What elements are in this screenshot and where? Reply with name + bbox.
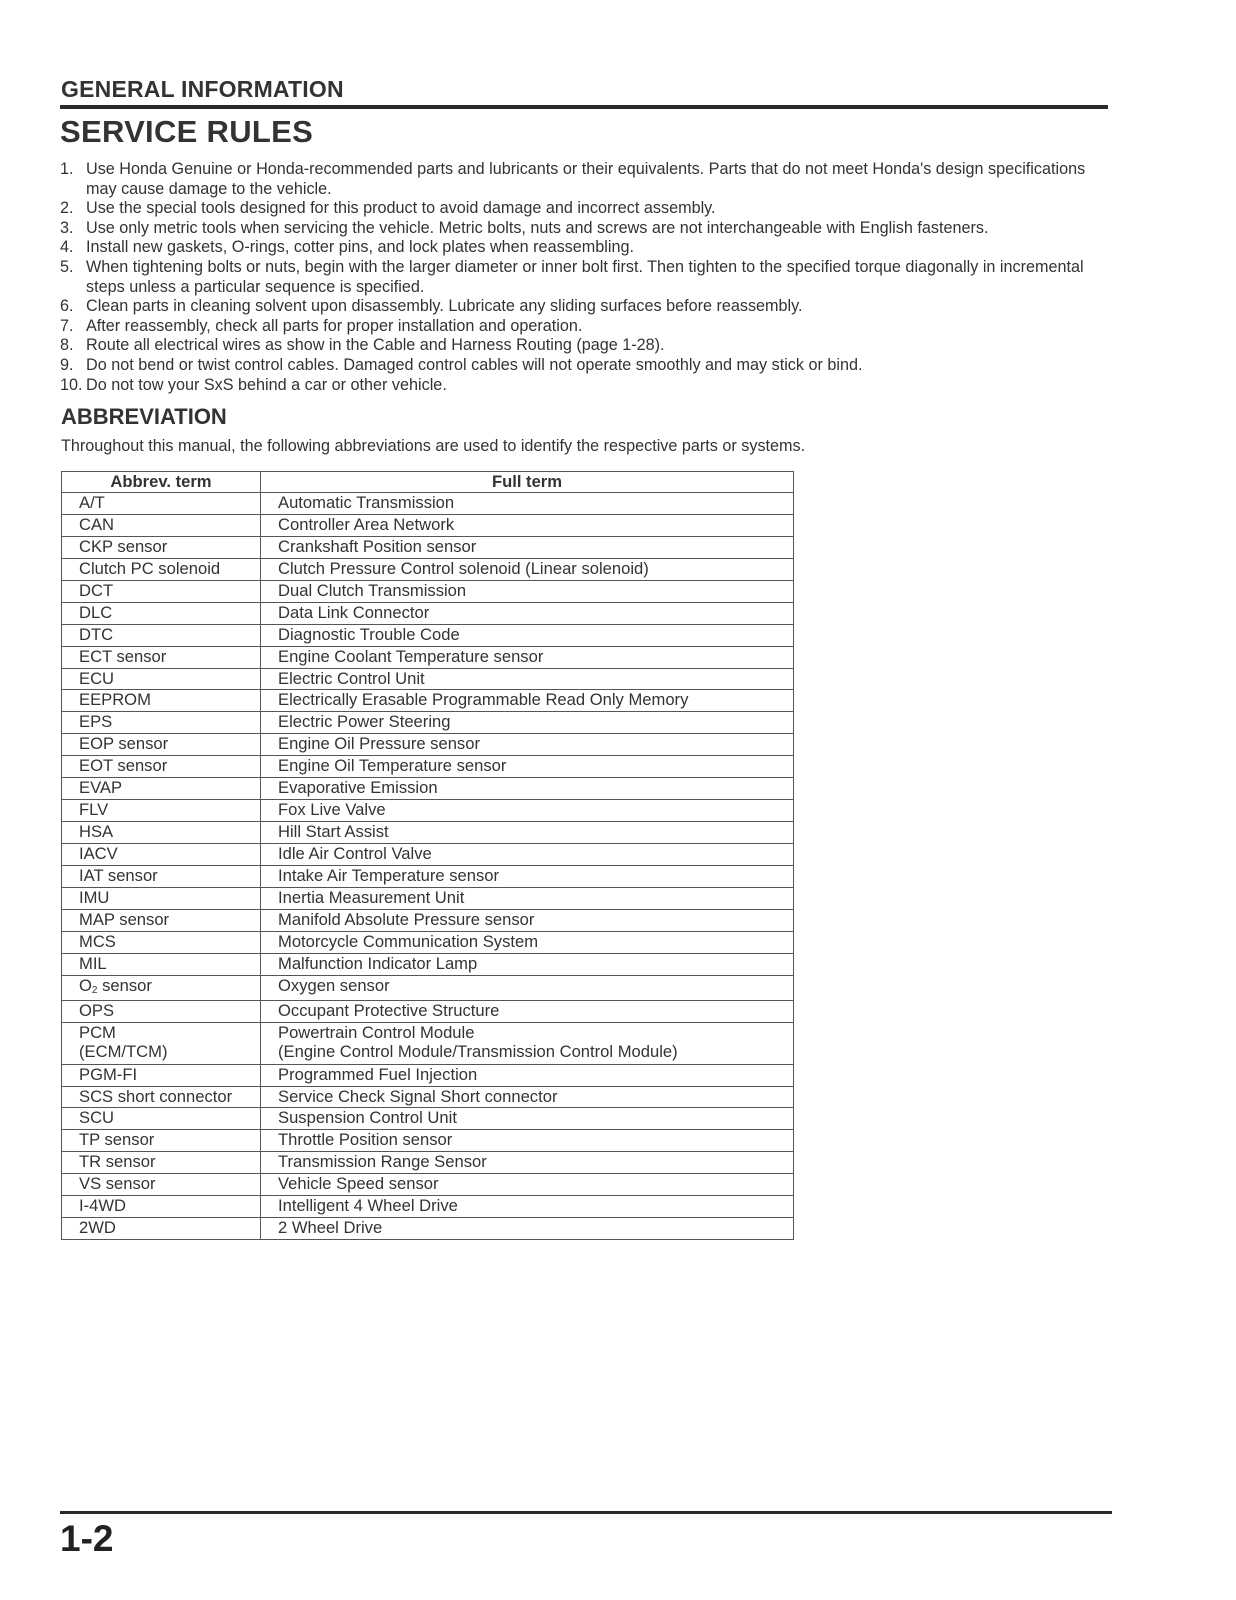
- full-term-cell: Automatic Transmission: [261, 493, 794, 515]
- abbrev-cell: VS sensor: [62, 1174, 261, 1196]
- full-term-cell: Evaporative Emission: [261, 778, 794, 800]
- full-term-cell: Inertia Measurement Unit: [261, 887, 794, 909]
- column-header-full: Full term: [261, 472, 794, 493]
- abbreviation-title: ABBREVIATION: [61, 404, 227, 429]
- table-row: [62, 778, 794, 800]
- abbrev-cell: EEPROM: [62, 690, 261, 712]
- full-term-cell: Intelligent 4 Wheel Drive: [261, 1196, 794, 1218]
- full-term-cell: Powertrain Control Module (Engine Control Module/Transmission Control Module): [261, 1022, 794, 1064]
- table-row: [62, 514, 794, 536]
- abbrev-cell: $O_2$ sensor: [62, 975, 261, 1000]
- abbrev-cell: EVAP: [62, 778, 261, 800]
- table-row: [62, 690, 794, 712]
- table-row: [62, 602, 794, 624]
- abbrev-cell: TP sensor: [62, 1130, 261, 1152]
- list-item-number: 1.: [60, 160, 74, 178]
- full-term-cell: Electric Power Steering: [261, 712, 794, 734]
- abbrev-cell: TR sensor: [62, 1152, 261, 1174]
- list-item-text: Do not bend or twist control cables. Damaged control cables will not operate smoothly and may stick or bind.: [86, 355, 863, 374]
- full-term-cell: Idle Air Control Valve: [261, 844, 794, 866]
- full-term-cell: Electrically Erasable Programmable Read Only Memory: [261, 690, 794, 712]
- abbrev-cell: MAP sensor: [62, 909, 261, 931]
- list-item-text: Use Honda Genuine or Honda-recommended parts and lubricants or their equivalents. Parts that do not meet Honda's design specifications may cause damage to the vehicle.: [86, 160, 1086, 198]
- full-term-cell: Transmission Range Sensor: [261, 1152, 794, 1174]
- full-term-cell: Engine Oil Temperature sensor: [261, 756, 794, 778]
- abbrev-cell: DTC: [62, 624, 261, 646]
- abbrev-cell: DLC: [62, 602, 261, 624]
- table-row: [62, 953, 794, 975]
- full-term-cell: Data Link Connector: [261, 602, 794, 624]
- list-item-number: 9.: [60, 355, 74, 374]
- abbrev-cell: IAT sensor: [62, 865, 261, 887]
- abbrev-cell: PGM-FI: [62, 1064, 261, 1086]
- table-row: [62, 887, 794, 909]
- header-rule: [60, 105, 1108, 109]
- full-term-cell: Fox Live Valve: [261, 800, 794, 822]
- abbrev-cell: CKP sensor: [62, 536, 261, 558]
- list-item-text: Use only metric tools when servicing the vehicle. Metric bolts, nuts and screws are not interchangeable with English fasteners.: [86, 218, 989, 237]
- full-term-cell: Programmed Fuel Injection: [261, 1064, 794, 1086]
- abbreviation-intro: Throughout this manual, the following abbreviations are used to identify the respective parts or systems.: [61, 437, 806, 455]
- column-header-abbrev: Abbrev. term: [62, 472, 261, 493]
- table-row: [62, 1174, 794, 1196]
- abbrev-cell: IACV: [62, 844, 261, 866]
- full-term-cell: Oxygen sensor: [261, 975, 794, 1000]
- full-term-cell: Motorcycle Communication System: [261, 931, 794, 953]
- abbrev-cell: SCU: [62, 1108, 261, 1130]
- list-item-number: 6.: [60, 297, 74, 316]
- table-row: [62, 1000, 794, 1022]
- list-item: [60, 199, 1110, 219]
- list-item: [60, 219, 1110, 239]
- abbrev-cell: MCS: [62, 931, 261, 953]
- table-row: [62, 865, 794, 887]
- list-item-text: Clean parts in cleaning solvent upon disassembly. Lubricate any sliding surfaces before reassembly.: [86, 297, 803, 316]
- full-term-cell: Malfunction Indicator Lamp: [261, 953, 794, 975]
- abbrev-cell: EOP sensor: [62, 734, 261, 756]
- table-row: [62, 1064, 794, 1086]
- service-rules-list: [60, 160, 1110, 395]
- full-term-cell: Clutch Pressure Control solenoid (Linear solenoid): [261, 558, 794, 580]
- list-item-number: 10.: [60, 375, 83, 394]
- full-term-cell: Engine Oil Pressure sensor: [261, 734, 794, 756]
- full-term-cell: Dual Clutch Transmission: [261, 580, 794, 602]
- abbrev-cell: A/T: [62, 493, 261, 515]
- table-row: [62, 800, 794, 822]
- page-title: SERVICE RULES: [60, 114, 314, 149]
- full-term-cell: Intake Air Temperature sensor: [261, 865, 794, 887]
- abbrev-cell: MIL: [62, 953, 261, 975]
- table-row: [62, 712, 794, 734]
- abbrev-cell: 2WD: [62, 1218, 261, 1240]
- abbrev-cell: ECU: [62, 668, 261, 690]
- table-row: [62, 1130, 794, 1152]
- abbrev-cell: OPS: [62, 1000, 261, 1022]
- footer-rule: [60, 1511, 1112, 1514]
- full-term-cell: Electric Control Unit: [261, 668, 794, 690]
- abbrev-cell: EPS: [62, 712, 261, 734]
- table-row: [62, 844, 794, 866]
- table-header-row: [62, 472, 794, 493]
- list-item-text: Install new gaskets, O-rings, cotter pins, and lock plates when reassembling.: [86, 238, 634, 257]
- list-item: [60, 356, 1110, 376]
- table-row: [62, 1108, 794, 1130]
- abbreviation-table-body: [62, 493, 794, 1240]
- full-term-cell: Crankshaft Position sensor: [261, 536, 794, 558]
- table-row: [62, 1152, 794, 1174]
- table-row: [62, 536, 794, 558]
- full-term-cell: Engine Coolant Temperature sensor: [261, 646, 794, 668]
- full-term-cell: Diagnostic Trouble Code: [261, 624, 794, 646]
- abbrev-cell: PCM (ECM/TCM): [62, 1022, 261, 1064]
- page-number: 1-2: [60, 1518, 114, 1559]
- full-term-cell: Throttle Position sensor: [261, 1130, 794, 1152]
- abbrev-cell: HSA: [62, 822, 261, 844]
- abbrev-cell: EOT sensor: [62, 756, 261, 778]
- full-term-cell: Hill Start Assist: [261, 822, 794, 844]
- list-item-number: 7.: [60, 316, 74, 335]
- list-item-number: 5.: [60, 257, 74, 276]
- list-item: [60, 258, 1110, 297]
- table-row: [62, 493, 794, 515]
- full-term-cell: 2 Wheel Drive: [261, 1218, 794, 1240]
- table-row: [62, 975, 794, 1000]
- abbrev-cell: FLV: [62, 800, 261, 822]
- list-item-number: 2.: [60, 199, 74, 218]
- full-term-cell: Service Check Signal Short connector: [261, 1086, 794, 1108]
- abbrev-cell: DCT: [62, 580, 261, 602]
- table-row: [62, 1218, 794, 1240]
- abbrev-cell: ECT sensor: [62, 646, 261, 668]
- abbrev-cell: I-4WD: [62, 1196, 261, 1218]
- list-item-text: Do not tow your SxS behind a car or other vehicle.: [86, 375, 447, 394]
- full-term-cell: Suspension Control Unit: [261, 1108, 794, 1130]
- table-row: [62, 734, 794, 756]
- list-item: [60, 160, 1110, 199]
- list-item-number: 3.: [60, 218, 74, 237]
- list-item: [60, 317, 1110, 337]
- full-term-cell: Occupant Protective Structure: [261, 1000, 794, 1022]
- abbrev-cell: SCS short connector: [62, 1086, 261, 1108]
- list-item-text: When tightening bolts or nuts, begin with the larger diameter or inner bolt first. Then tighten to the specified torque diagonally in incremental steps unless a particular sequence is specified.: [86, 257, 1084, 296]
- list-item: [60, 376, 1110, 396]
- list-item-text: Use the special tools designed for this product to avoid damage and incorrect assembly.: [86, 199, 716, 218]
- table-row: [62, 558, 794, 580]
- full-term-cell: Vehicle Speed sensor: [261, 1174, 794, 1196]
- list-item-text: After reassembly, check all parts for proper installation and operation.: [86, 316, 583, 335]
- list-item-number: 4.: [60, 238, 74, 257]
- abbrev-cell: IMU: [62, 887, 261, 909]
- table-row: [62, 624, 794, 646]
- abbreviation-table: [61, 471, 794, 1240]
- full-term-cell: Controller Area Network: [261, 514, 794, 536]
- table-row: [62, 646, 794, 668]
- table-row: [62, 931, 794, 953]
- list-item: [60, 297, 1110, 317]
- table-row: [62, 668, 794, 690]
- list-item: [60, 336, 1110, 356]
- table-row: [62, 909, 794, 931]
- list-item: [60, 238, 1110, 258]
- list-item-number: 8.: [60, 336, 74, 355]
- section-header: GENERAL INFORMATION: [61, 76, 344, 102]
- full-term-cell: Manifold Absolute Pressure sensor: [261, 909, 794, 931]
- table-row: [62, 1086, 794, 1108]
- abbrev-cell: CAN: [62, 514, 261, 536]
- table-row: [62, 1196, 794, 1218]
- table-row: [62, 756, 794, 778]
- table-row: [62, 580, 794, 602]
- list-item-text: Route all electrical wires as show in the Cable and Harness Routing (page 1-28).: [86, 336, 665, 355]
- abbrev-cell: Clutch PC solenoid: [62, 558, 261, 580]
- table-row: [62, 822, 794, 844]
- table-row: [62, 1022, 794, 1064]
